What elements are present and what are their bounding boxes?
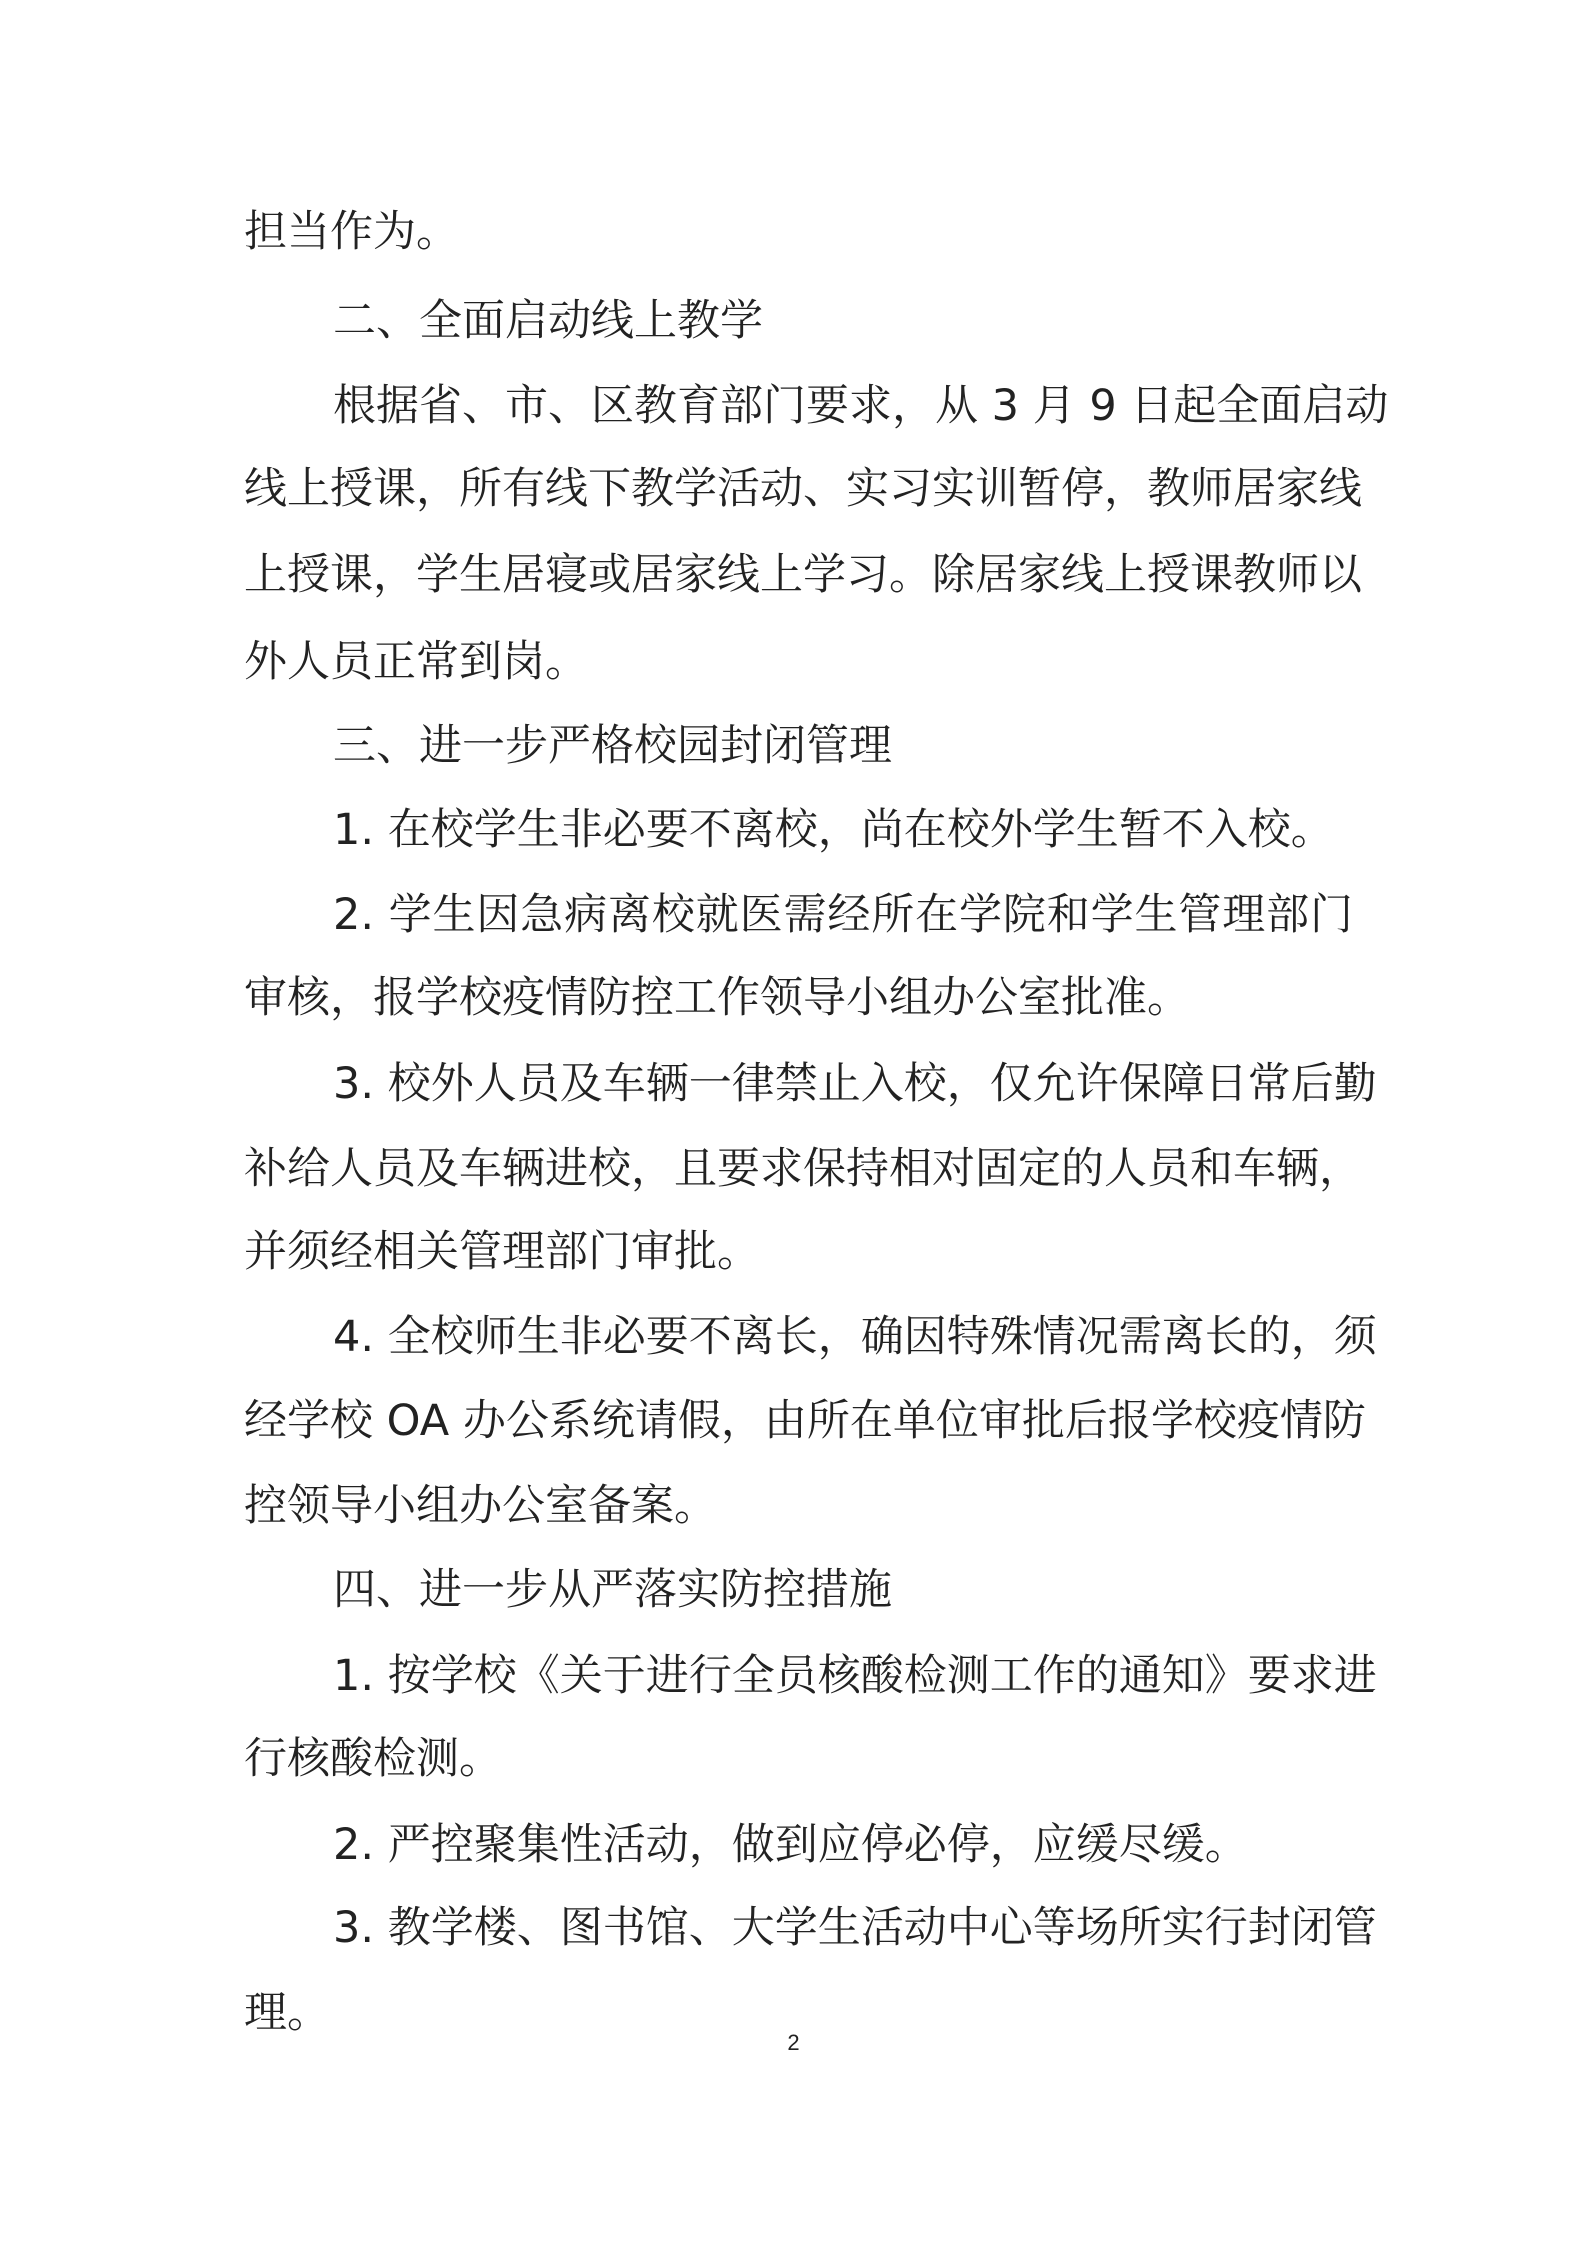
section-heading: 二、全面启动线上教学 xyxy=(333,296,763,346)
text-line: 根据省、市、区教育部门要求，从 3 月 9 日起全面启动 xyxy=(333,381,1389,431)
text-line: 审核，报学校疫情防控工作领导小组办公室批准。 xyxy=(244,973,1190,1023)
section-heading: 四、进一步从严落实防控措施 xyxy=(333,1565,892,1615)
text-line: 上授课，学生居寝或居家线上学习。除居家线上授课教师以 xyxy=(244,550,1362,600)
text-line: 3. 校外人员及车辆一律禁止入校，仅允许保障日常后勤 xyxy=(333,1059,1377,1109)
text-line: 控领导小组办公室备案。 xyxy=(244,1481,717,1531)
text-line: 理。 xyxy=(244,1988,330,2038)
text-line: 1. 在校学生非必要不离校，尚在校外学生暂不入校。 xyxy=(333,805,1334,855)
text-line: 行核酸检测。 xyxy=(244,1734,502,1784)
text-line: 3. 教学楼、图书馆、大学生活动中心等场所实行封闭管 xyxy=(333,1903,1377,1953)
text-line: 经学校 OA 办公系统请假，由所在单位审批后报学校疫情防 xyxy=(244,1396,1366,1446)
section-heading: 三、进一步严格校园封闭管理 xyxy=(333,721,892,771)
text-line: 补给人员及车辆进校，且要求保持相对固定的人员和车辆， xyxy=(244,1144,1362,1194)
text-line: 1. 按学校《关于进行全员核酸检测工作的通知》要求进 xyxy=(333,1651,1377,1701)
page-number: 2 xyxy=(787,2030,800,2055)
text-line: 外人员正常到岗。 xyxy=(244,637,588,687)
text-line: 并须经相关管理部门审批。 xyxy=(244,1227,760,1277)
text-line: 线上授课，所有线下教学活动、实习实训暂停，教师居家线 xyxy=(244,464,1362,514)
text-line: 2. 严控聚集性活动，做到应停必停，应缓尽缓。 xyxy=(333,1820,1248,1870)
text-line: 2. 学生因急病离校就医需经所在学院和学生管理部门 xyxy=(333,890,1353,940)
text-line: 4. 全校师生非必要不离长，确因特殊情况需离长的，须 xyxy=(333,1312,1377,1362)
text-line: 担当作为。 xyxy=(244,207,459,257)
